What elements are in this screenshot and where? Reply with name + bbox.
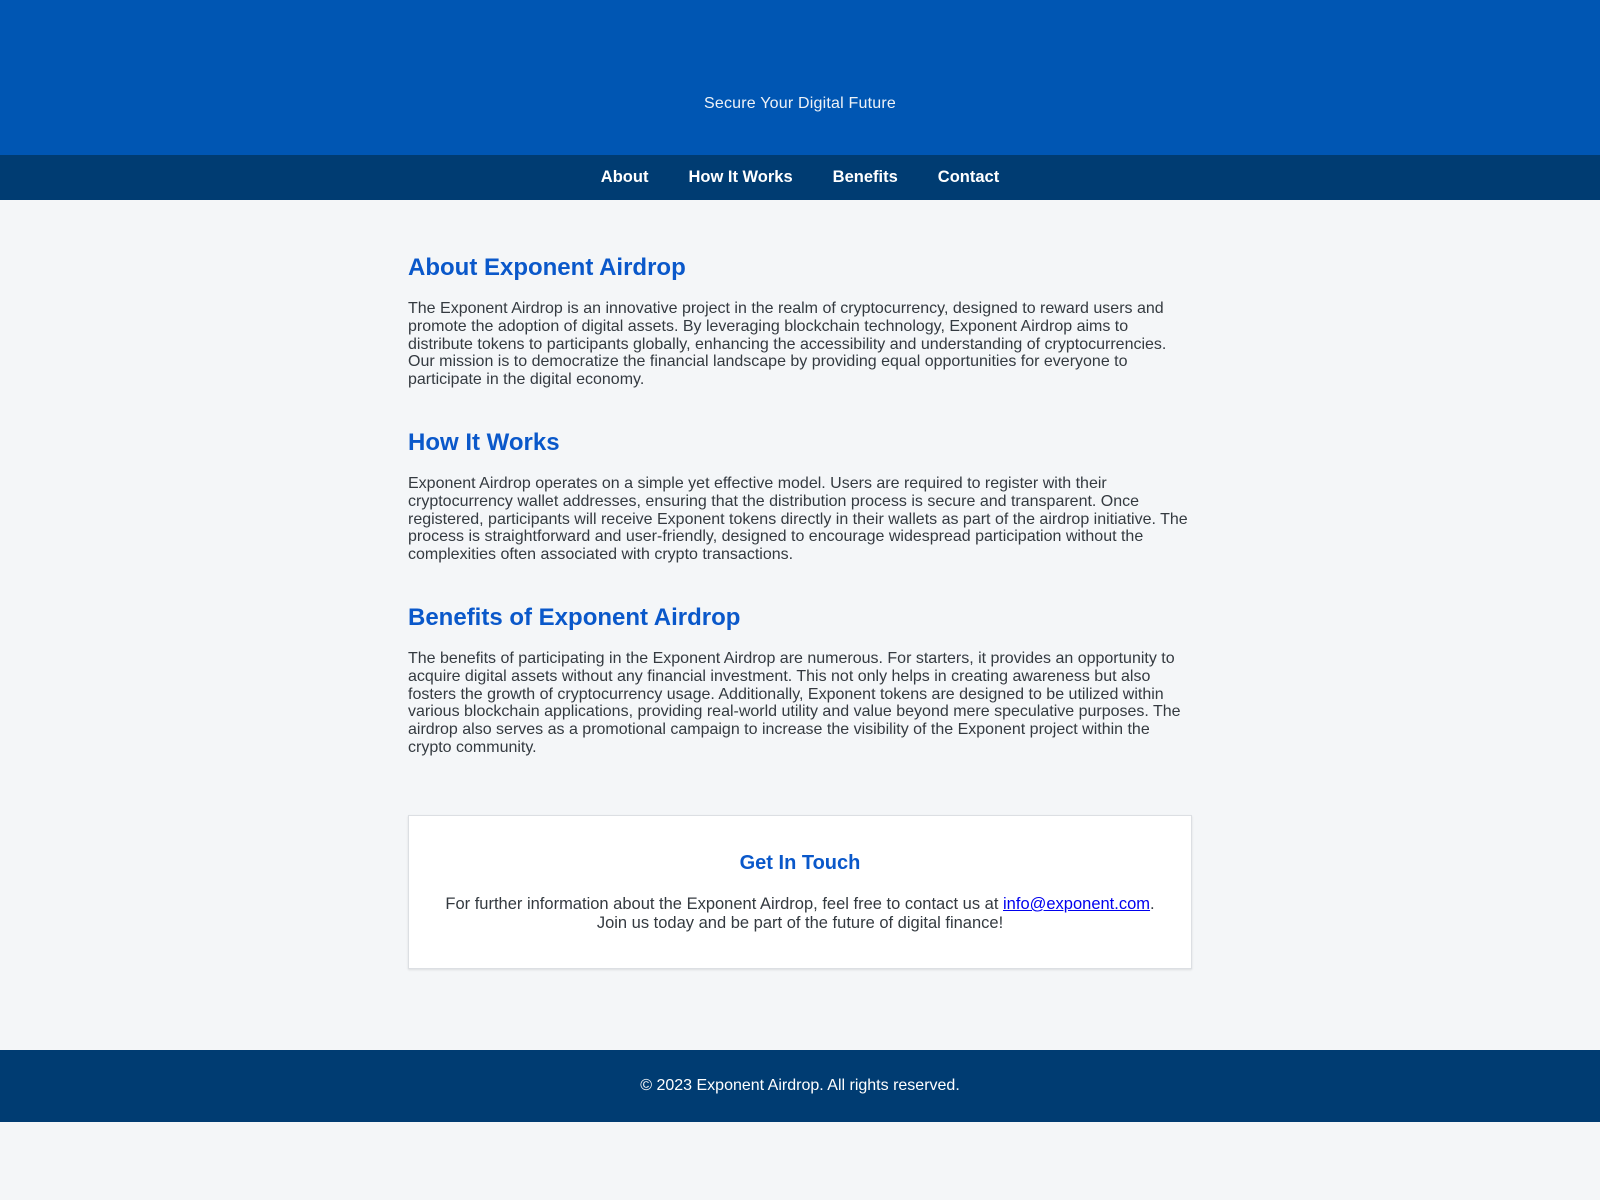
copyright-text: © 2023 Exponent Airdrop. All rights reserved. — [640, 1076, 960, 1094]
section-how-it-works-heading: How It Works — [408, 428, 560, 456]
hero-header — [0, 0, 1600, 155]
nav-link-how-it-works[interactable]: How It Works — [688, 168, 793, 186]
section-how-it-works-body: Exponent Airdrop operates on a simple yet effective model. Users are required to register with their cryptocurrency wallet addresses, ensuring that the distribution process is secure and transparent. Once registered, participants will receive Exponent tokens directly in their wallets as part of the airdrop initiative. The process is straightforward and user-friendly, designed to encourage widespread participation without the complexities often associated with crypto transactions. — [408, 474, 1188, 564]
contact-email-link[interactable]: info@exponent.com — [1003, 894, 1151, 913]
nav-link-benefits[interactable]: Benefits — [832, 168, 898, 186]
contact-text-after: . Join us today and be part of the future of digital finance! — [596, 894, 1155, 933]
page-footer — [0, 1050, 1600, 1122]
contact-heading: Get In Touch — [739, 851, 861, 874]
contact-card — [408, 815, 1192, 969]
main-content — [408, 200, 1192, 1050]
main-nav — [0, 155, 1600, 200]
section-about — [408, 254, 1192, 389]
nav-link-contact[interactable]: Contact — [937, 168, 1000, 186]
section-benefits — [408, 604, 1192, 757]
section-about-body: The Exponent Airdrop is an innovative project in the realm of cryptocurrency, designed to reward users and promote the adoption of digital assets. By leveraging blockchain technology, Exponent Airdrop aims to distribute tokens to participants globally, enhancing the accessibility and understanding of cryptocurrencies. Our mission is to democratize the financial landscape by providing equal opportunities for everyone to participate in the digital economy. — [408, 300, 1167, 389]
contact-text-before: For further information about the Exponent Airdrop, feel free to contact us at — [445, 894, 1004, 913]
nav-link-about[interactable]: About — [600, 168, 649, 186]
section-about-heading: About Exponent Airdrop — [408, 254, 686, 281]
section-benefits-heading: Benefits of Exponent Airdrop — [408, 603, 741, 631]
hero-tagline: Secure Your Digital Future — [704, 95, 896, 112]
section-how-it-works — [408, 429, 1192, 564]
section-benefits-body: The benefits of participating in the Exponent Airdrop are numerous. For starters, it provides an opportunity to acquire digital assets without any financial investment. This not only helps in creating awareness but also fosters the growth of cryptocurrency usage. Additionally, Exponent tokens are designed to be utilized within various blockchain applications, providing real-world utility and value beyond mere speculative purposes. The airdrop also serves as a promotional campaign to increase the visibility of the Exponent project within the crypto community. — [408, 649, 1181, 756]
contact-text — [433, 895, 1167, 934]
